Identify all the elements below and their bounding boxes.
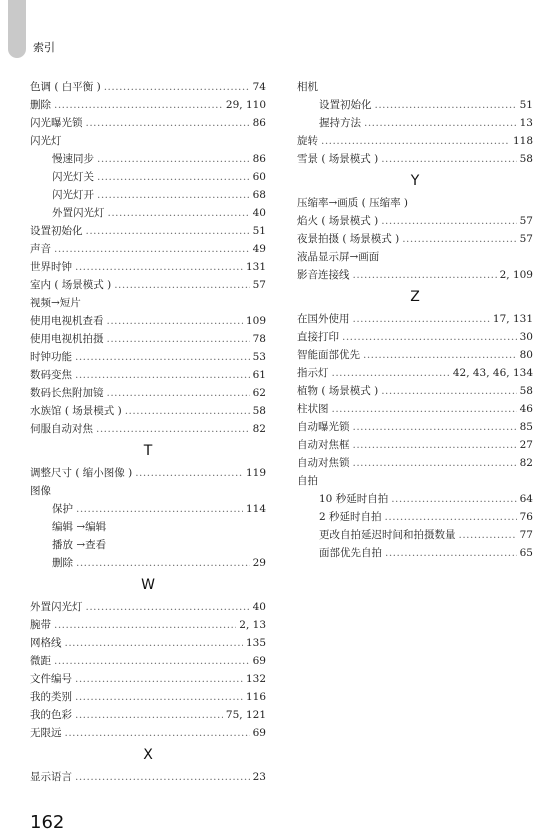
dot-leader [363,346,517,364]
index-entry [297,454,533,472]
index-entry-label: 色调 ( 白平衡 ) [30,81,101,93]
index-entry [297,346,533,364]
index-entry-page: 78 [252,333,266,345]
index-entry-label: 我的类别 [30,691,72,703]
index-entry [297,78,533,96]
index-entry-page: 135 [245,637,266,649]
index-entry-label: 智能面部优先 [297,349,360,361]
index-entry-page: 49 [252,243,266,255]
index-entry-label: 慢速同步 [52,153,94,165]
index-entry-label: 网格线 [30,637,62,649]
index-entry-page: 29, 110 [225,99,266,111]
dot-leader [381,212,516,230]
dot-leader [114,276,249,294]
index-entry [30,294,266,312]
dot-leader [332,364,450,382]
dot-leader [108,204,250,222]
index-entry-label: 微距 [30,655,51,667]
dot-leader [375,96,517,114]
dot-leader [75,366,250,384]
index-entry-label: 外置闪光灯 [30,601,83,613]
index-entry-page: 30 [519,331,533,343]
index-entry [30,366,266,384]
index-entry [297,266,533,284]
dot-leader [353,436,517,454]
index-entry [30,616,266,634]
index-entry-label: 时钟功能 [30,351,72,363]
index-entry [297,364,533,382]
index-entry-page: 65 [519,547,533,559]
dot-leader [96,420,250,438]
index-entry-page: 23 [252,771,266,783]
index-entry-label: 闪光灯开 [52,189,94,201]
index-entry [30,348,266,366]
index-entry-label: 删除 [30,99,51,111]
index-entry [297,310,533,328]
dot-leader [97,150,250,168]
index-entry [30,258,266,276]
index-entry-label: 自动对焦锁 [297,457,350,469]
dot-leader [107,330,250,348]
dot-leader [75,670,243,688]
index-subentry [30,554,266,572]
index-section-heading: W [141,577,155,593]
index-entry-page: 62 [252,387,266,399]
index-entry [297,382,533,400]
dot-leader [97,186,250,204]
dot-leader [381,382,516,400]
index-entry-label: 腕带 [30,619,51,631]
index-entry [297,194,533,212]
index-subentry [297,490,533,508]
index-entry-label: 更改自拍延迟时间和拍摄数量 [319,529,456,541]
index-entry-label: 直接打印 [297,331,339,343]
index-entry-page: 82 [252,423,266,435]
dot-leader [104,78,250,96]
index-entry-page: 77 [519,529,533,541]
dot-leader [381,150,516,168]
dot-leader [54,652,250,670]
index-entry [30,670,266,688]
index-entry-label: 播放 →查看 [52,539,107,551]
index-entry-page: 17, 131 [492,313,533,325]
index-entry-label: 指示灯 [297,367,329,379]
index-column-right [297,78,533,562]
index-entry-label: 面部优先自拍 [319,547,382,559]
index-entry-page: 61 [252,369,266,381]
index-entry-page: 51 [252,225,266,237]
index-entry-page: 75, 121 [225,709,266,721]
index-entry-label: 影音连接线 [297,269,350,281]
index-entry-label: 10 秒延时自拍 [319,493,389,505]
index-subentry [297,526,533,544]
index-entry [30,330,266,348]
dot-leader [54,240,250,258]
index-entry [30,706,266,724]
index-subentry [30,518,266,536]
index-entry-label: 雪景 ( 场景模式 ) [297,153,379,165]
index-entry [30,482,266,500]
index-entry-page: 29 [252,557,266,569]
index-entry-label: 使用电视机拍摄 [30,333,104,345]
index-entry [297,400,533,418]
dot-leader [391,490,516,508]
index-entry [297,212,533,230]
dot-leader [54,616,236,634]
index-section-heading: Y [410,173,420,189]
index-entry-page: 57 [519,233,533,245]
index-entry-page: 51 [519,99,533,111]
index-entry-page: 58 [519,153,533,165]
index-section-heading: Z [410,289,420,305]
index-entry-page: 116 [245,691,266,703]
dot-leader [364,114,517,132]
page-number: 162 [30,812,65,833]
index-entry-label: 自拍 [297,475,318,487]
index-entry [30,78,266,96]
index-entry-page: 69 [252,655,266,667]
index-entry-label: 编辑 →编辑 [52,521,107,533]
dot-leader [86,222,250,240]
index-entry-label: 外置闪光灯 [52,207,105,219]
dot-leader [385,544,517,562]
dot-leader [107,384,250,402]
index-entry-page: 69 [252,727,266,739]
index-entry [30,384,266,402]
index-subentry [30,186,266,204]
index-entry-label: 自动对焦框 [297,439,350,451]
dot-leader [76,500,243,518]
index-entry-page: 60 [252,171,266,183]
index-entry-page: 53 [252,351,266,363]
index-entry-label: 夜景拍摄 ( 场景模式 ) [297,233,400,245]
dot-leader [75,258,243,276]
index-entry [30,652,266,670]
index-entry-label: 焰火 ( 场景模式 ) [297,215,379,227]
index-entry [30,634,266,652]
index-entry-page: 119 [245,467,266,479]
index-entry [30,464,266,482]
page-header-title: 索引 [33,41,55,54]
index-entry [30,222,266,240]
index-entry-label: 水族馆 ( 场景模式 ) [30,405,122,417]
index-entry-page: 2, 13 [239,619,266,631]
index-entry-label: 数码长焦附加镜 [30,387,104,399]
index-entry [30,598,266,616]
index-subentry [30,536,266,554]
index-entry-label: 压缩率→画质 ( 压缩率 ) [297,197,409,209]
index-entry [30,114,266,132]
index-entry-label: 图像 [30,485,51,497]
index-entry [30,312,266,330]
index-entry-label: 室内 ( 场景模式 ) [30,279,112,291]
index-entry-page: 109 [245,315,266,327]
dot-leader [385,508,517,526]
index-entry-label: 伺服自动对焦 [30,423,93,435]
dot-leader [342,328,517,346]
dot-leader [107,312,243,330]
index-entry-page: 118 [512,135,533,147]
index-entry [30,420,266,438]
index-entry-page: 131 [245,261,266,273]
index-entry-label: 闪光曝光锁 [30,117,83,129]
index-entry-page: 58 [252,405,266,417]
dot-leader [125,402,250,420]
index-entry-label: 旋转 [297,135,318,147]
index-entry-page: 68 [252,189,266,201]
index-entry-label: 显示语言 [30,771,72,783]
index-subentry [30,500,266,518]
index-entry-page: 64 [519,493,533,505]
index-entry-label: 我的色彩 [30,709,72,721]
index-entry-label: 闪光灯关 [52,171,94,183]
dot-leader [54,96,223,114]
index-entry-label: 保护 [52,503,73,515]
dot-leader [353,454,517,472]
index-entry-page: 46 [519,403,533,415]
index-subentry [30,168,266,186]
index-subentry [297,508,533,526]
index-entry [30,768,266,786]
index-entry-label: 数码变焦 [30,369,72,381]
index-entry-page: 80 [519,349,533,361]
index-entry [297,248,533,266]
index-entry-page: 86 [252,117,266,129]
dot-leader [75,348,250,366]
index-entry-page: 85 [519,421,533,433]
index-entry [30,132,266,150]
index-entry-page: 27 [519,439,533,451]
index-entry-label: 文件编号 [30,673,72,685]
index-subentry [297,96,533,114]
dot-leader [135,464,243,482]
index-entry-label: 握持方法 [319,117,361,129]
dot-leader [402,230,516,248]
index-subentry [30,204,266,222]
index-entry [30,240,266,258]
index-entry-page: 76 [519,511,533,523]
index-entry [297,150,533,168]
index-entry-page: 40 [252,601,266,613]
index-entry-label: 闪光灯 [30,135,62,147]
index-entry-label: 设置初始化 [319,99,372,111]
dot-leader [459,526,517,544]
index-entry [297,230,533,248]
index-entry-label: 相机 [297,81,318,93]
dot-leader [76,554,250,572]
index-entry-label: 液晶显示屏→画面 [297,251,380,263]
index-entry-page: 58 [519,385,533,397]
index-entry [297,418,533,436]
index-entry-label: 自动曝光锁 [297,421,350,433]
index-entry-label: 调整尺寸 ( 缩小图像 ) [30,467,133,479]
index-entry [30,724,266,742]
index-entry-label: 世界时钟 [30,261,72,273]
dot-leader [86,598,250,616]
dot-leader [75,688,243,706]
dot-leader [332,400,517,418]
dot-leader [321,132,510,150]
index-entry [30,402,266,420]
dot-leader [65,634,243,652]
index-entry-page: 13 [519,117,533,129]
index-entry-page: 132 [245,673,266,685]
dot-leader [75,768,250,786]
index-entry [297,132,533,150]
index-entry [30,96,266,114]
dot-leader [65,724,250,742]
index-entry-page: 114 [245,503,266,515]
index-entry-label: 无限远 [30,727,62,739]
dot-leader [353,418,517,436]
dot-leader [353,310,490,328]
index-subentry [297,544,533,562]
index-entry [297,472,533,490]
index-subentry [297,114,533,132]
index-entry-page: 74 [252,81,266,93]
index-entry [30,688,266,706]
dot-leader [86,114,250,132]
dot-leader [97,168,250,186]
index-section-heading: T [143,443,153,459]
index-subentry [30,150,266,168]
index-section-heading: X [143,747,153,763]
dot-leader [353,266,497,284]
index-entry-label: 使用电视机查看 [30,315,104,327]
chapter-tab [8,0,26,58]
index-entry [30,276,266,294]
index-entry-page: 42, 43, 46, 134 [452,367,533,379]
index-entry-page: 57 [252,279,266,291]
index-entry-label: 2 秒延时自拍 [319,511,382,523]
index-entry-page: 57 [519,215,533,227]
index-entry [297,436,533,454]
index-entry-label: 植物 ( 场景模式 ) [297,385,379,397]
index-column-left [30,78,266,786]
index-entry-page: 2, 109 [499,269,533,281]
index-entry-label: 设置初始化 [30,225,83,237]
index-entry-label: 柱状图 [297,403,329,415]
index-entry-page: 82 [519,457,533,469]
index-entry-page: 40 [252,207,266,219]
index-entry-page: 86 [252,153,266,165]
index-entry-label: 在国外使用 [297,313,350,325]
dot-leader [75,706,223,724]
index-entry-label: 视频→短片 [30,297,81,309]
index-entry [297,328,533,346]
index-entry-label: 声音 [30,243,51,255]
index-entry-label: 删除 [52,557,73,569]
